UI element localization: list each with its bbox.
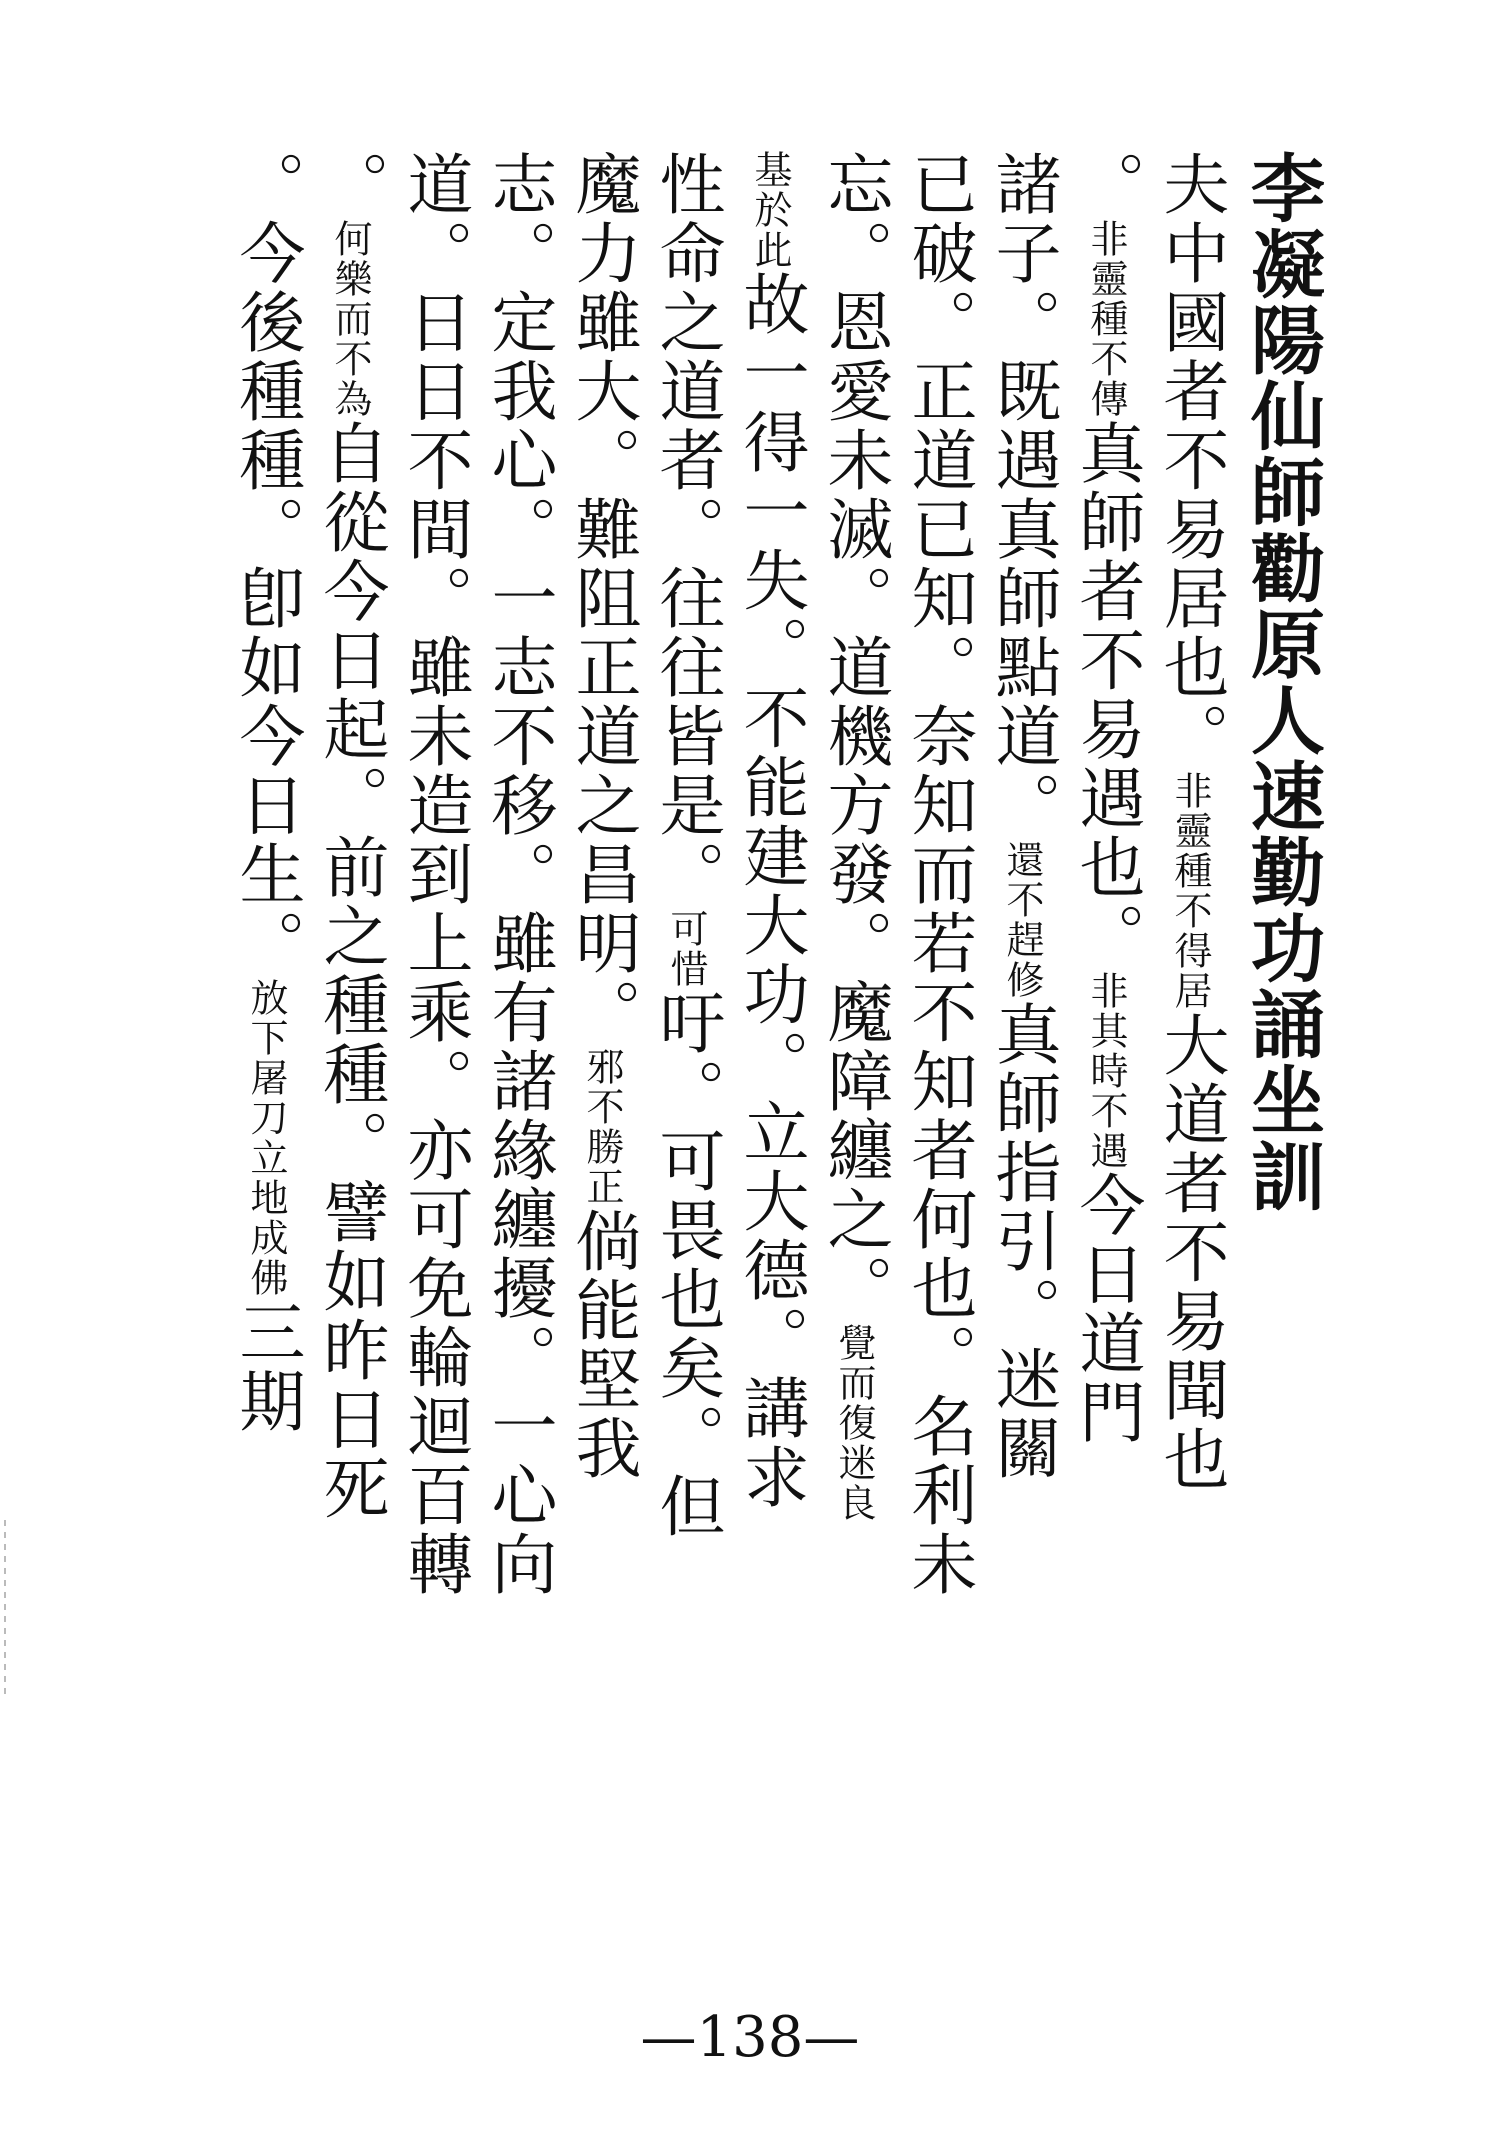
main-text: 道。日日不間。雖未造到上乘。亦可免輪迴百轉 <box>396 150 473 1599</box>
text-column <box>224 150 308 1970</box>
annotation-note: 覺而復迷良 <box>832 1323 876 1523</box>
annotation-note: 基於此 <box>748 150 792 270</box>
text-column <box>1148 150 1232 1970</box>
main-text: 。今後種種。卽如今日生。 <box>228 150 305 978</box>
annotation-note: 可惜 <box>664 909 708 989</box>
text-column <box>896 150 980 1970</box>
annotation-note: 非靈種不得居 <box>1168 771 1212 1011</box>
text-column <box>392 150 476 1970</box>
document-title: 李凝陽仙師勸原人速勤功誦坐訓 <box>1239 150 1325 1214</box>
main-text: 今日道門 <box>1068 1171 1145 1447</box>
main-text: 真師者不易遇也。 <box>1068 419 1145 971</box>
main-text: 魔力雖大。難阻正道之昌明。 <box>564 150 641 1047</box>
main-text: 吁。可畏也矣。但 <box>648 989 725 1541</box>
main-text: 。 <box>1068 150 1145 219</box>
text-column <box>560 150 644 1970</box>
main-text: 夫中國者不易居也。 <box>1152 150 1229 771</box>
title-column <box>1232 150 1332 1970</box>
main-text: 大道者不易聞也 <box>1152 1011 1229 1494</box>
vertical-text-block <box>224 150 1332 1970</box>
main-text: 諸子。既遇真師點道。 <box>984 150 1061 840</box>
main-text: 三期 <box>228 1298 305 1436</box>
text-column <box>812 150 896 1970</box>
text-column <box>308 150 392 1970</box>
annotation-note: 非靈種不傳 <box>1084 219 1128 419</box>
annotation-note: 放下屠刀立地成佛 <box>244 978 288 1298</box>
text-column <box>644 150 728 1970</box>
page-number: —138— <box>640 2005 860 2070</box>
text-column <box>980 150 1064 1970</box>
main-text: 倘能堅我 <box>564 1207 641 1483</box>
main-text: 忘。恩愛未滅。道機方發。魔障纏之。 <box>816 150 893 1323</box>
annotation-note: 還不趕修 <box>1000 840 1044 1000</box>
main-text: 真師指引。迷關 <box>984 1000 1061 1483</box>
annotation-note: 何樂而不為 <box>328 219 372 419</box>
text-column <box>728 150 812 1970</box>
main-text: 自從今日起。前之種種。譬如昨日死 <box>312 419 389 1523</box>
main-text: 。 <box>312 150 389 219</box>
text-column <box>1064 150 1148 1970</box>
annotation-note: 非其時不遇 <box>1084 971 1128 1171</box>
main-text: 性命之道者。往往皆是。 <box>648 150 725 909</box>
main-text: 志。定我心。一志不移。雖有諸緣纏擾。一心向 <box>480 150 557 1599</box>
main-text: 故一得一失。不能建大功。立大德。講求 <box>732 270 809 1512</box>
annotation-note: 邪不勝正 <box>580 1047 624 1207</box>
text-column <box>476 150 560 1970</box>
main-text: 已破。正道已知。奈知而若不知者何也。名利未 <box>900 150 977 1599</box>
scan-edge-mark <box>4 1520 6 1700</box>
